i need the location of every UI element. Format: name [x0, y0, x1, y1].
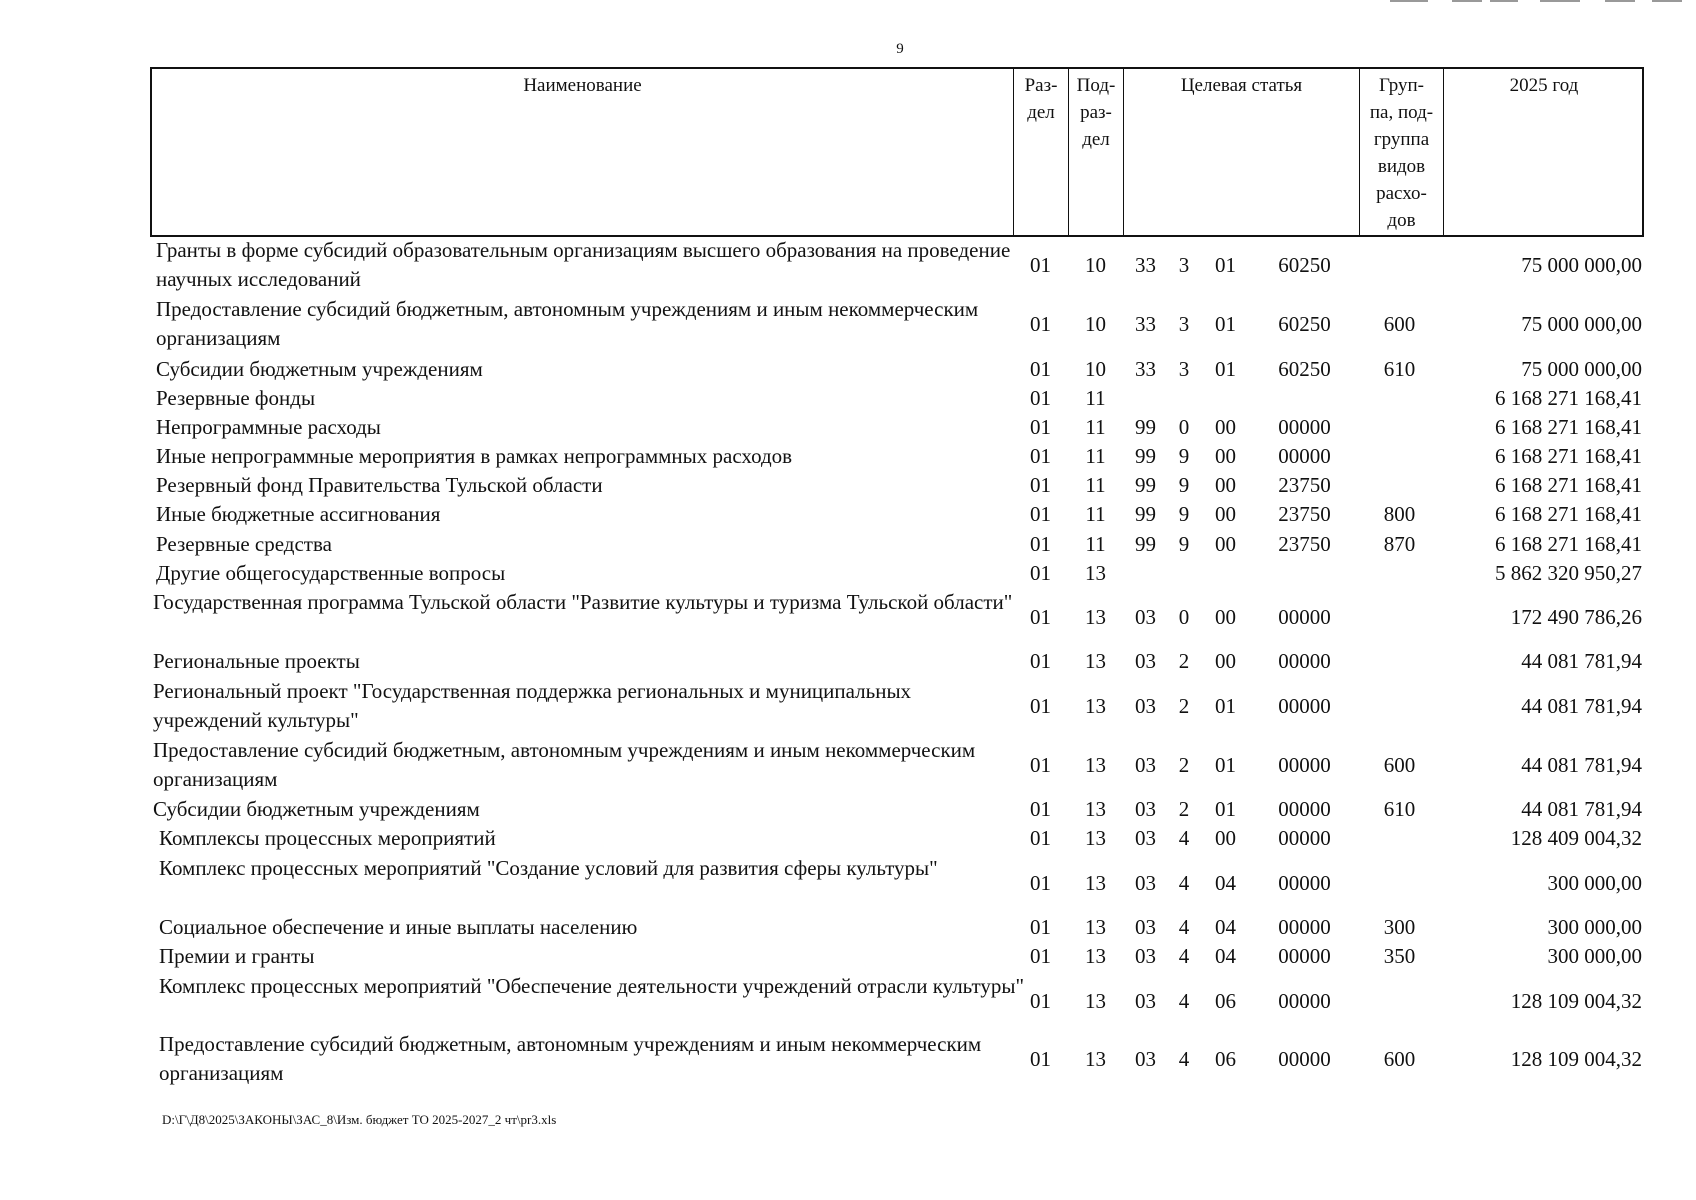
row-section: 01: [1030, 252, 1051, 277]
row-target-type: 3: [1178, 252, 1190, 277]
row-subsection: 10: [1085, 311, 1106, 336]
row-target-direction: 23750: [1278, 473, 1331, 497]
row-subsection: 10: [1085, 357, 1106, 381]
row-name: Региональные проекты: [153, 649, 360, 673]
row-subsection: 13: [1085, 826, 1106, 850]
row-name: Предоставление субсидий бюджетным, автономным учреждениям и иным некоммерческим организациям: [159, 1032, 982, 1085]
row-target-program: 03: [1135, 693, 1156, 718]
row-section: 01: [1030, 357, 1051, 381]
row-name: Резервный фонд Правительства Тульской области: [156, 473, 603, 497]
row-target-direction: 00000: [1278, 988, 1331, 1013]
row-subsection: 11: [1085, 415, 1106, 439]
row-target-type: 2: [1178, 649, 1190, 673]
table-row: [150, 913, 1644, 942]
row-target-direction: 00000: [1278, 752, 1331, 777]
row-target-direction: 00000: [1278, 826, 1331, 850]
row-amount: 6 168 271 168,41: [1495, 444, 1642, 468]
row-expense-group: 600: [1383, 752, 1416, 777]
row-expense-group: 600: [1383, 311, 1416, 336]
row-target-program: 33: [1135, 252, 1156, 277]
row-subsection: 13: [1085, 752, 1106, 777]
row-subsection: 13: [1085, 1046, 1106, 1071]
header-target-article: Целевая статья: [1124, 69, 1360, 235]
table-row: [150, 500, 1644, 529]
row-amount: 44 081 781,94: [1521, 752, 1642, 777]
row-target-event: 01: [1215, 311, 1236, 336]
row-target-type: 9: [1178, 444, 1190, 468]
row-section: 01: [1030, 473, 1051, 497]
row-name: Комплекс процессных мероприятий "Обеспечение деятельности учреждений отрасли культуры": [159, 974, 1025, 998]
row-section: 01: [1030, 604, 1051, 629]
row-amount: 5 862 320 950,27: [1495, 561, 1642, 585]
row-section: 01: [1030, 944, 1051, 968]
row-name: Предоставление субсидий бюджетным, автономным учреждениям и иным некоммерческим организациям: [153, 738, 976, 791]
page-number: 9: [896, 41, 904, 57]
row-target-direction: 00000: [1278, 797, 1331, 821]
row-target-program: 03: [1135, 944, 1156, 968]
row-expense-group: 350: [1383, 944, 1416, 968]
row-section: 01: [1030, 532, 1051, 556]
row-amount: 44 081 781,94: [1521, 693, 1642, 718]
row-amount: 300 000,00: [1547, 870, 1642, 895]
table-row: [150, 559, 1644, 588]
row-section: 01: [1030, 752, 1051, 777]
row-target-program: 03: [1135, 826, 1156, 850]
row-name: Гранты в форме субсидий образовательным организациям высшего образования на проведение научных исследований: [156, 238, 1011, 291]
row-target-direction: 00000: [1278, 604, 1331, 629]
row-target-program: 33: [1135, 357, 1156, 381]
row-section: 01: [1030, 444, 1051, 468]
row-amount: 75 000 000,00: [1521, 311, 1642, 336]
table-row: [150, 736, 1644, 794]
row-target-type: 2: [1178, 693, 1190, 718]
row-name: Предоставление субсидий бюджетным, автономным учреждениям и иным некоммерческим организациям: [156, 297, 979, 350]
table-row: [150, 384, 1644, 413]
row-target-event: 00: [1215, 444, 1236, 468]
row-section: 01: [1030, 415, 1051, 439]
row-target-type: 4: [1178, 870, 1190, 895]
row-target-type: 4: [1178, 944, 1190, 968]
header-expense-group: Груп- па, под- группа видов расхо- дов: [1360, 69, 1444, 235]
row-subsection: 13: [1085, 988, 1106, 1013]
row-amount: 128 109 004,32: [1510, 1046, 1642, 1071]
row-amount: 172 490 786,26: [1510, 604, 1642, 629]
row-subsection: 13: [1085, 561, 1106, 585]
table-row: [150, 413, 1644, 442]
row-target-event: 00: [1215, 502, 1236, 526]
row-name: Социальное обеспечение и иные выплаты населению: [159, 915, 638, 939]
row-subsection: 13: [1085, 915, 1106, 939]
table-header: [150, 67, 1644, 237]
row-subsection: 11: [1085, 532, 1106, 556]
row-amount: 300 000,00: [1547, 915, 1642, 939]
row-target-event: 01: [1215, 252, 1236, 277]
row-section: 01: [1030, 915, 1051, 939]
row-section: 01: [1030, 988, 1051, 1013]
row-target-program: 03: [1135, 988, 1156, 1013]
row-name: Субсидии бюджетным учреждениям: [153, 797, 480, 821]
table-row: [150, 236, 1644, 294]
table-row: [150, 295, 1644, 353]
row-target-direction: 00000: [1278, 415, 1331, 439]
row-target-direction: 00000: [1278, 915, 1331, 939]
row-name: Региональный проект "Государственная поддержка региональных и муниципальных учреждений культуры": [153, 679, 912, 732]
row-section: 01: [1030, 561, 1051, 585]
row-name: Субсидии бюджетным учреждениям: [156, 357, 483, 381]
row-amount: 6 168 271 168,41: [1495, 532, 1642, 556]
row-target-event: 00: [1215, 415, 1236, 439]
row-subsection: 13: [1085, 649, 1106, 673]
row-target-direction: 23750: [1278, 532, 1331, 556]
table-row: [150, 854, 1644, 912]
row-target-program: 03: [1135, 1046, 1156, 1071]
row-section: 01: [1030, 826, 1051, 850]
row-expense-group: 610: [1383, 797, 1416, 821]
row-name: Иные непрограммные мероприятия в рамках непрограммных расходов: [156, 444, 793, 468]
row-subsection: 11: [1085, 444, 1106, 468]
row-target-direction: 23750: [1278, 502, 1331, 526]
row-section: 01: [1030, 693, 1051, 718]
row-target-program: 03: [1135, 649, 1156, 673]
row-target-program: 03: [1135, 752, 1156, 777]
row-target-type: 4: [1178, 1046, 1190, 1071]
row-target-event: 00: [1215, 649, 1236, 673]
row-subsection: 13: [1085, 870, 1106, 895]
row-amount: 6 168 271 168,41: [1495, 502, 1642, 526]
header-year: 2025 год: [1509, 75, 1579, 96]
row-target-event: 01: [1215, 752, 1236, 777]
row-target-direction: 00000: [1278, 870, 1331, 895]
row-target-direction: 00000: [1278, 693, 1331, 718]
row-target-direction: 60250: [1278, 252, 1331, 277]
row-subsection: 11: [1085, 473, 1106, 497]
row-target-event: 01: [1215, 693, 1236, 718]
row-name: Премии и гранты: [159, 944, 315, 968]
file-path-footer: D:\Г\Д8\2025\ЗАКОНЫ\ЗАС_8\Изм. бюджет ТО 2025-2027_2 чт\pr3.xls: [162, 1112, 557, 1127]
row-name: Иные бюджетные ассигнования: [156, 502, 441, 526]
row-subsection: 10: [1085, 252, 1106, 277]
row-section: 01: [1030, 311, 1051, 336]
row-target-type: 2: [1178, 797, 1190, 821]
row-amount: 75 000 000,00: [1521, 252, 1642, 277]
row-target-program: 99: [1135, 532, 1156, 556]
row-target-direction: 00000: [1278, 649, 1331, 673]
row-target-type: 0: [1178, 604, 1190, 629]
table-row: [150, 795, 1644, 824]
row-target-event: 06: [1215, 988, 1236, 1013]
row-target-type: 4: [1178, 988, 1190, 1013]
row-expense-group: 610: [1383, 357, 1416, 381]
row-target-event: 00: [1215, 532, 1236, 556]
row-target-type: 4: [1178, 826, 1190, 850]
row-target-type: 9: [1178, 473, 1190, 497]
row-amount: 6 168 271 168,41: [1495, 386, 1642, 410]
row-subsection: 11: [1085, 502, 1106, 526]
row-target-type: 0: [1178, 415, 1190, 439]
table-row: [150, 942, 1644, 971]
row-target-type: 4: [1178, 915, 1190, 939]
header-subsection: Под- раз- дел: [1069, 69, 1124, 235]
header-section: Раз- дел: [1014, 69, 1069, 235]
row-amount: 44 081 781,94: [1521, 797, 1642, 821]
row-target-direction: 00000: [1278, 944, 1331, 968]
row-amount: 75 000 000,00: [1521, 357, 1642, 381]
row-target-event: 00: [1215, 473, 1236, 497]
row-target-direction: 60250: [1278, 311, 1331, 336]
row-section: 01: [1030, 797, 1051, 821]
row-section: 01: [1030, 1046, 1051, 1071]
row-target-type: 3: [1178, 357, 1190, 381]
row-subsection: 13: [1085, 797, 1106, 821]
row-target-event: 00: [1215, 826, 1236, 850]
row-amount: 44 081 781,94: [1521, 649, 1642, 673]
row-section: 01: [1030, 386, 1051, 410]
row-target-program: 99: [1135, 502, 1156, 526]
row-expense-group: 800: [1383, 502, 1416, 526]
row-target-program: 99: [1135, 415, 1156, 439]
row-subsection: 13: [1085, 693, 1106, 718]
row-target-direction: 00000: [1278, 444, 1331, 468]
row-amount: 128 109 004,32: [1510, 988, 1642, 1013]
row-target-program: 03: [1135, 797, 1156, 821]
row-name: Государственная программа Тульской области "Развитие культуры и туризма Тульской области": [153, 590, 1013, 614]
row-target-program: 99: [1135, 444, 1156, 468]
table-row: [150, 471, 1644, 500]
row-target-type: 9: [1178, 502, 1190, 526]
row-target-type: 3: [1178, 311, 1190, 336]
table-row: [150, 442, 1644, 471]
row-target-direction: 00000: [1278, 1046, 1331, 1071]
row-target-event: 00: [1215, 604, 1236, 629]
row-target-event: 04: [1215, 870, 1236, 895]
row-target-program: 03: [1135, 870, 1156, 895]
table-row: [150, 530, 1644, 559]
row-name: Комплекс процессных мероприятий "Создание условий для развития сферы культуры": [159, 856, 938, 880]
row-amount: 128 409 004,32: [1510, 826, 1642, 850]
row-expense-group: 600: [1383, 1046, 1416, 1071]
row-target-event: 04: [1215, 944, 1236, 968]
table-row: [150, 355, 1644, 384]
row-expense-group: 300: [1383, 915, 1416, 939]
table-row: [150, 588, 1644, 646]
row-section: 01: [1030, 502, 1051, 526]
row-subsection: 11: [1085, 386, 1106, 410]
row-target-event: 01: [1215, 797, 1236, 821]
row-name: Другие общегосударственные вопросы: [156, 561, 506, 585]
row-target-event: 04: [1215, 915, 1236, 939]
row-subsection: 13: [1085, 944, 1106, 968]
table-row: [150, 824, 1644, 853]
row-target-event: 06: [1215, 1046, 1236, 1071]
row-target-program: 03: [1135, 604, 1156, 629]
scan-edge-marks: [1390, 0, 1690, 4]
row-target-program: 03: [1135, 915, 1156, 939]
row-subsection: 13: [1085, 604, 1106, 629]
row-target-direction: 60250: [1278, 357, 1331, 381]
table-row: [150, 972, 1644, 1030]
row-amount: 300 000,00: [1547, 944, 1642, 968]
row-name: Резервные фонды: [156, 386, 316, 410]
row-name: Резервные средства: [156, 532, 332, 556]
row-section: 01: [1030, 649, 1051, 673]
table-row: [150, 677, 1644, 735]
row-section: 01: [1030, 870, 1051, 895]
header-name: Наименование: [152, 69, 1014, 235]
row-name: Непрограммные расходы: [156, 415, 381, 439]
table-row: [150, 1030, 1644, 1088]
row-target-event: 01: [1215, 357, 1236, 381]
row-name: Комплексы процессных мероприятий: [159, 826, 496, 850]
row-amount: 6 168 271 168,41: [1495, 415, 1642, 439]
row-target-type: 2: [1178, 752, 1190, 777]
row-amount: 6 168 271 168,41: [1495, 473, 1642, 497]
row-target-type: 9: [1178, 532, 1190, 556]
row-expense-group: 870: [1383, 532, 1416, 556]
row-target-program: 33: [1135, 311, 1156, 336]
row-target-program: 99: [1135, 473, 1156, 497]
table-row: [150, 647, 1644, 676]
